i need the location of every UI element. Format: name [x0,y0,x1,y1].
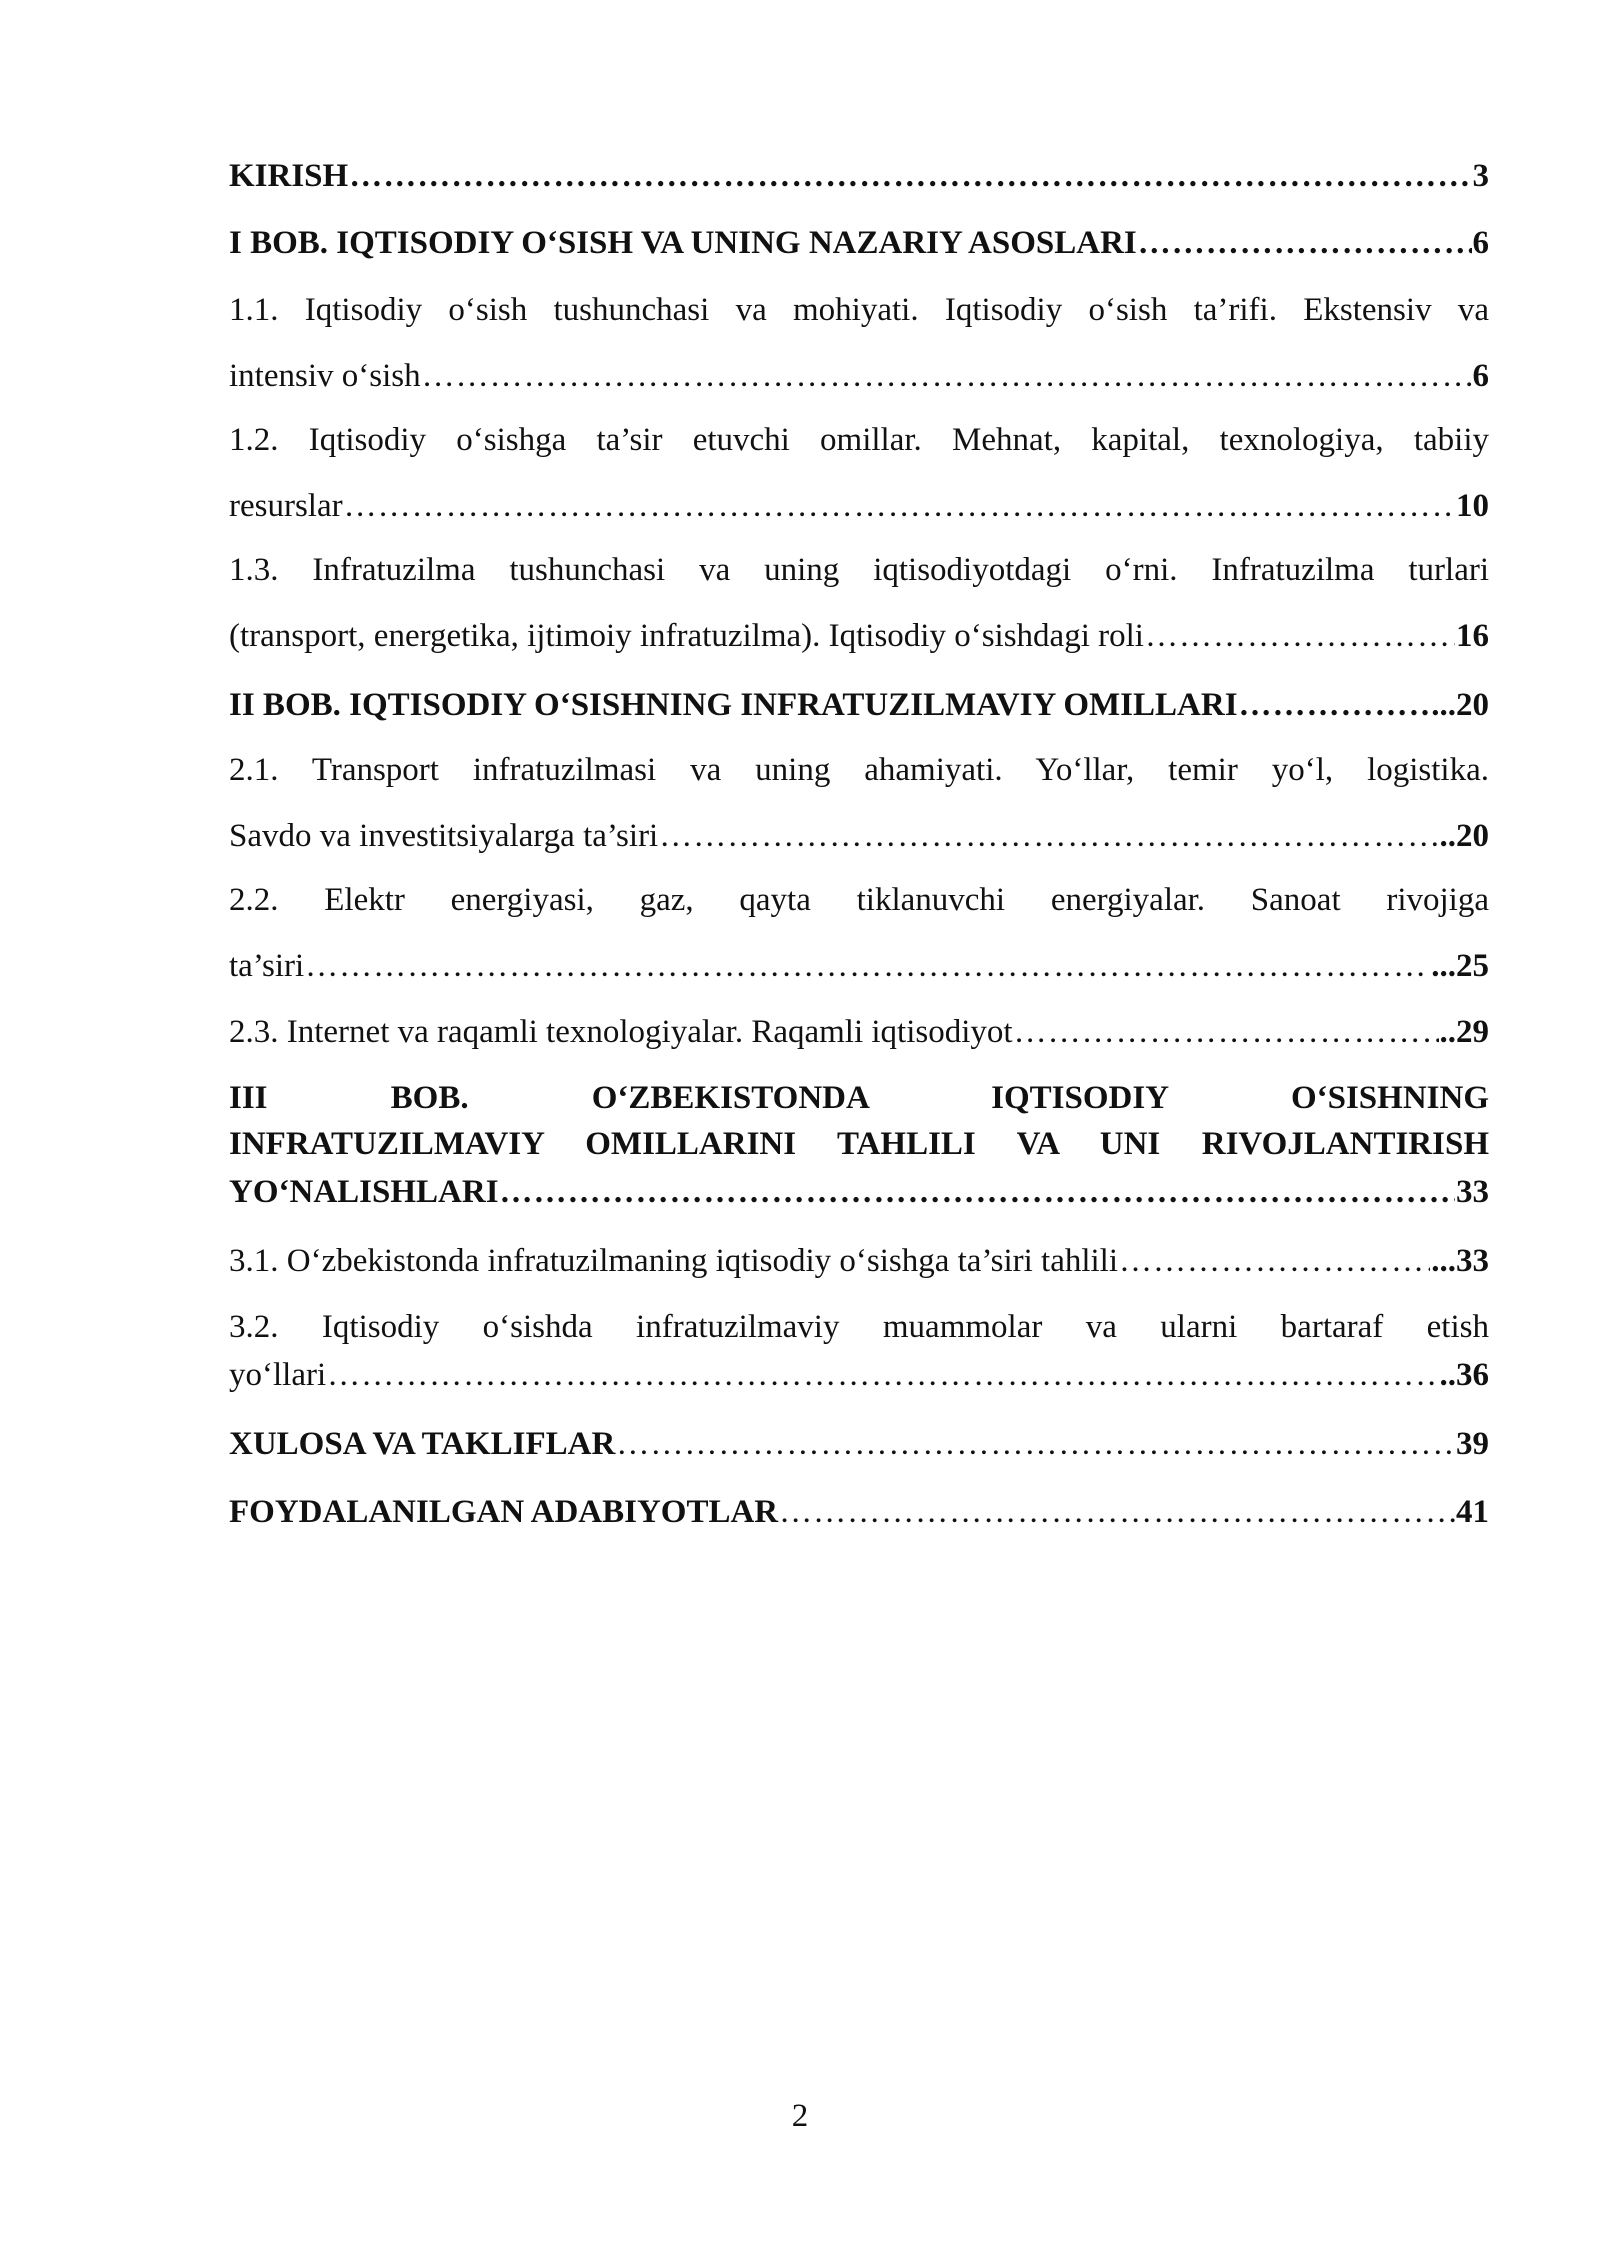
dot-leader [1119,1243,1430,1280]
toc-page-number: ...33 [1431,1243,1489,1279]
toc-entry-line: 3.2. Iqtisodiy o‘sishda infratuzilmaviy muammolar va ularni bartaraf etish [229,1309,1489,1345]
toc-entry-section-3-2[interactable] [229,1311,1489,1394]
dot-leader [344,488,1455,525]
toc-entry-line: Savdo va investitsiyalarga ta’siri [229,818,659,854]
dot-leader [779,1494,1455,1531]
toc-entry-section-1-3[interactable] [229,554,1489,655]
toc-entry-section-3-1[interactable] [229,1243,1489,1280]
toc-entry-line: intensiv o‘sish [229,358,421,394]
toc-entry-adabiyotlar[interactable] [229,1494,1489,1531]
toc-entry-line: INFRATUZILMAVIY OMILLARINI TAHLILI VA UNI RIVOJLANTIRISH [229,1126,1489,1162]
toc-page-number: 33 [1456,1174,1489,1210]
toc-page-number: 6 [1472,358,1489,394]
toc-page-number: 41 [1456,1494,1489,1530]
toc-entry-title: I BOB. IQTISODIY O‘SISH VA UNING NAZARIY ASOSLARI [229,225,1137,261]
toc-page-number: ...20 [1431,687,1489,723]
dot-leader [500,1174,1455,1211]
toc-entry-title: 3.1. O‘zbekistonda infratuzilmaning iqtisodiy o‘sishga ta’siri tahlili [229,1243,1119,1279]
toc-page-number: 3 [1472,158,1489,194]
toc-entry-line: 2.2. Elektr energiyasi, gaz, qayta tiklanuvchi energiyalar. Sanoat rivojiga [229,882,1489,918]
toc-entry-line: 1.2. Iqtisodiy o‘sishga ta’sir etuvchi omillar. Mehnat, kapital, texnologiya, tabiiy [229,422,1489,458]
toc-page-number: ..20 [1439,818,1489,854]
dot-leader [1138,225,1472,262]
toc-entry-line: (transport, energetika, ijtimoiy infratuzilma). Iqtisodiy o‘sishdagi roli [229,618,1144,654]
toc-entry-section-2-2[interactable] [229,884,1489,985]
toc-page-number: ..29 [1439,1014,1489,1050]
toc-page-number: ..36 [1439,1357,1489,1393]
dot-leader [616,1426,1455,1463]
toc-page-number: 10 [1456,488,1489,524]
toc-entry-section-1-1[interactable] [229,294,1489,395]
toc-entry-section-1-2[interactable] [229,424,1489,525]
toc-entry-title: XULOSA VA TAKLIFLAR [229,1426,616,1462]
toc-entry-line: III BOB. O‘ZBEKISTONDA IQTISODIY O‘SISHNING [229,1080,1489,1116]
toc-page-number: ...25 [1431,948,1489,984]
toc-entry-line: 1.1. Iqtisodiy o‘sish tushunchasi va mohiyati. Iqtisodiy o‘sish ta’rifi. Ekstensiv va [229,292,1489,328]
toc-entry-chapter-1[interactable] [229,225,1489,262]
toc-entry-chapter-2[interactable] [229,687,1489,724]
toc-entry-chapter-3[interactable] [229,1082,1489,1211]
dot-leader [1014,1014,1439,1051]
toc-entry-section-2-1[interactable] [229,754,1489,855]
toc-entry-line: yo‘llari [229,1357,327,1393]
dot-leader [349,158,1471,195]
dot-leader [327,1357,1438,1394]
dot-leader [1239,687,1431,724]
toc-entry-section-2-3[interactable] [229,1014,1489,1051]
toc-entry-line: YO‘NALISHLARI [229,1174,499,1210]
toc-entry-line: ta’siri [229,948,305,984]
toc-entry-line: 2.1. Transport infratuzilmasi va uning ahamiyati. Yo‘llar, temir yo‘l, logistika. [229,752,1489,788]
toc-entry-title: II BOB. IQTISODIY O‘SISHNING INFRATUZILMAVIY OMILLARI [229,687,1238,723]
toc-entry-xulosa[interactable] [229,1426,1489,1463]
page-number: 2 [791,2098,809,2134]
toc-entry-title: KIRISH [229,158,349,194]
dot-leader [305,948,1430,985]
toc-page-number: 16 [1456,618,1489,654]
dot-leader [422,358,1472,395]
toc-entry-line: resurslar [229,488,343,524]
dot-leader [659,818,1438,855]
toc-entry-line: 1.3. Infratuzilma tushunchasi va uning iqtisodiyotdagi o‘rni. Infratuzilma turlari [229,552,1489,588]
toc-entry-title: 2.3. Internet va raqamli texnologiyalar. Raqamli iqtisodiyot [229,1014,1013,1050]
toc-page-number: 6 [1472,225,1489,261]
toc-entry-title: FOYDALANILGAN ADABIYOTLAR [229,1494,779,1530]
toc-page-number: 39 [1456,1426,1489,1462]
toc-entry-kirish[interactable] [229,158,1489,195]
dot-leader [1145,618,1455,655]
